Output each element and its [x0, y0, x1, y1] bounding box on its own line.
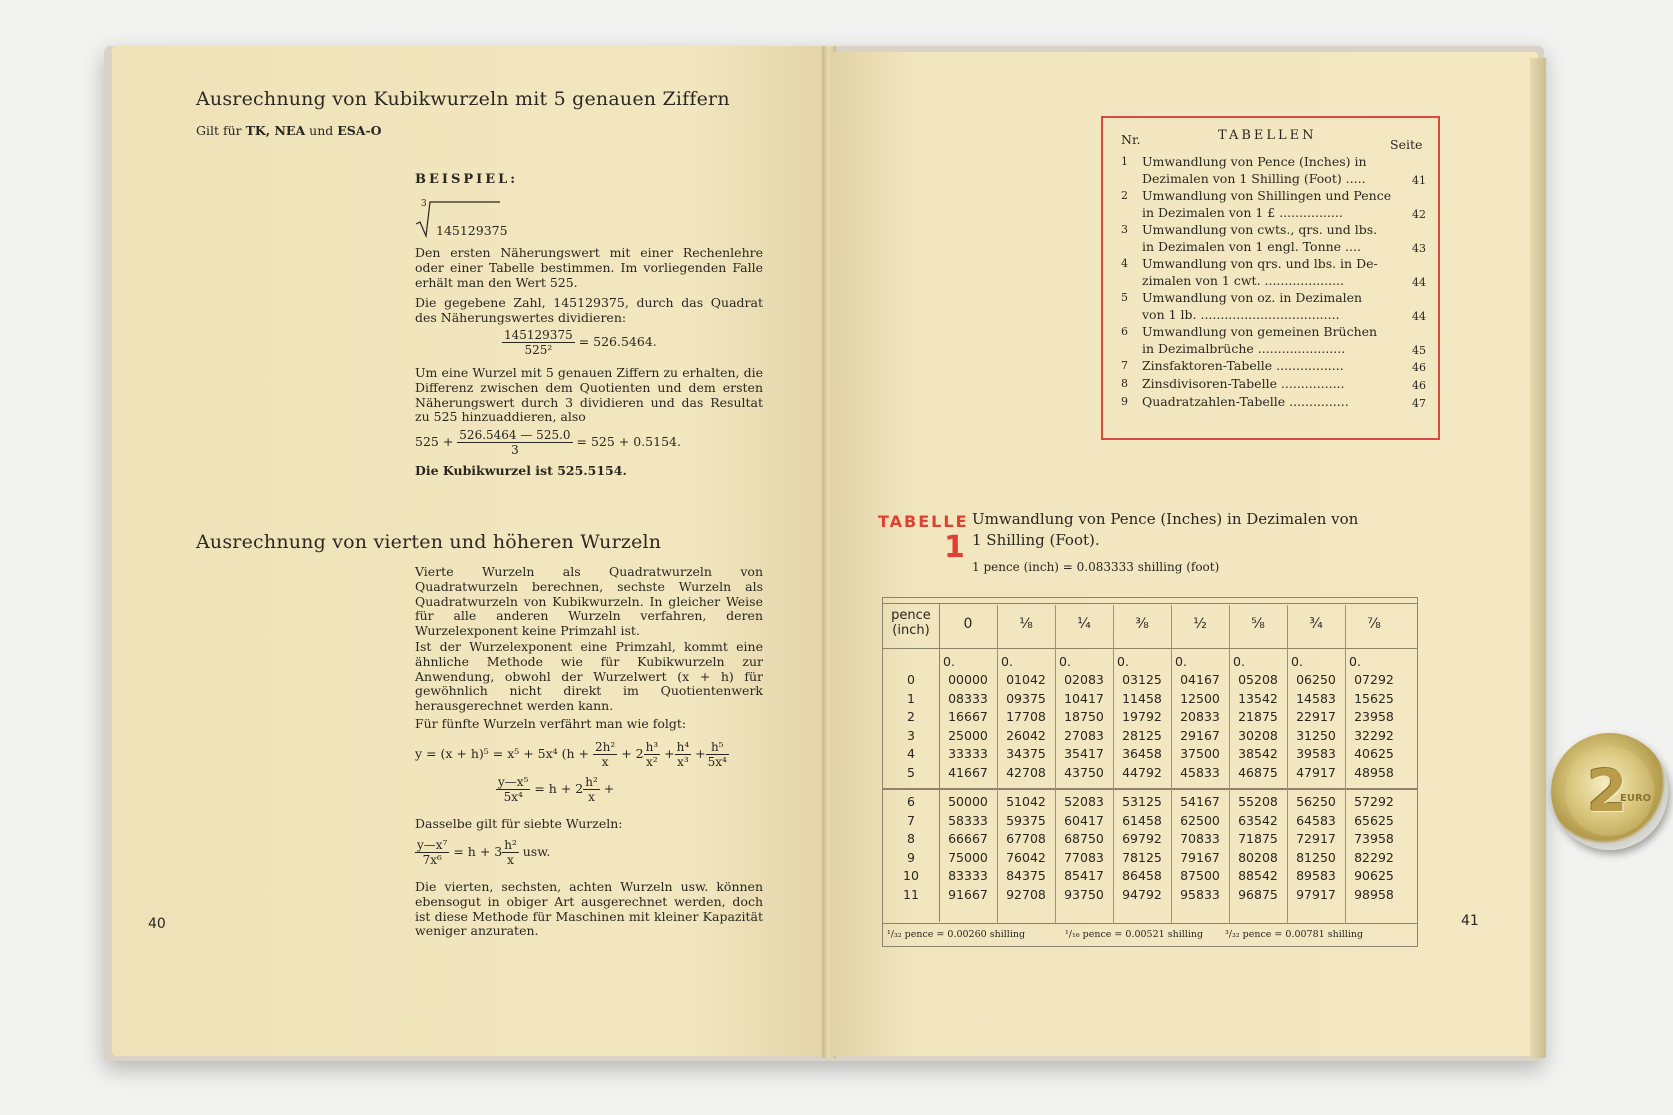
paragraph-prime-exponent: Ist der Wurzelexponent eine Primzahl, kommt eine ähnliche Methode wie für Kubikwurzeln zur Anwendung, obwohl der Wurzelwert (x + h) für gewöhnlich nicht direkt im Quotientenwerk herausgerechnet werden kann. [415, 639, 763, 714]
table-cell: 29167 [1180, 727, 1220, 743]
eq5-frac [415, 838, 449, 867]
table-cell: 81250 [1296, 849, 1336, 865]
table-cell: 69792 [1122, 831, 1162, 846]
tabelle-label: TABELLE [878, 512, 969, 531]
table-footnote: ¹/₃₂ pence = 0.00260 shilling [887, 929, 1026, 940]
table-cell: 04167 [1180, 672, 1220, 687]
table-cell: 60417 [1064, 812, 1104, 828]
toc-entry-page: 41 [1412, 174, 1426, 187]
table-cell: 96875 [1238, 886, 1278, 902]
toc-entry [1103, 153, 1438, 189]
table-cell: 79167 [1180, 849, 1220, 865]
table-cell: 94792 [1122, 886, 1162, 902]
toc-entry-page: 42 [1412, 208, 1426, 221]
eq3-plus: + [664, 746, 675, 761]
table-header-rule [883, 648, 1417, 649]
eq3-plus3: + [695, 746, 706, 761]
eq4-frac2 [583, 775, 600, 804]
tabelle-formula: 1 pence (inch) = 0.083333 shilling (foot) [972, 560, 1220, 574]
value-prefix: 0. [1291, 654, 1303, 669]
table-cell: 39583 [1296, 746, 1336, 761]
table-cell: 89583 [1296, 868, 1336, 883]
table-cell: 59375 [1006, 812, 1046, 828]
table-cell: 92708 [1006, 886, 1046, 902]
subtitle-prefix: Gilt für [196, 123, 242, 138]
column-header: ⅝ [1251, 616, 1265, 632]
row-pence: 7 [907, 812, 915, 828]
toc-entry [1103, 255, 1438, 291]
table-cell: 51042 [1006, 794, 1046, 809]
eq3-f4-den: 5x⁴ [707, 755, 727, 769]
eq2-den: 3 [511, 443, 519, 457]
eq5-den: 7x⁶ [422, 853, 442, 867]
toc-entry-line1: Umwandlung von cwts., qrs. und lbs. [1142, 222, 1378, 237]
table-cell: 83333 [948, 868, 988, 883]
row-pence: 11 [903, 886, 919, 902]
eq3-frac1 [593, 740, 617, 769]
page-number-right: 41 [1461, 913, 1479, 929]
result-line: Die Kubikwurzel ist 525.5154. [415, 463, 627, 478]
paragraph-fourth-roots: Vierte Wurzeln als Quadratwurzeln von Quadratwurzeln berechnen, sechste Wurzeln als Quadratwurzeln von Kubikwurzeln. In gleicher Weise für alle anderen Wurzeln verfahren, deren Wurzelexponent keine Primzahl ist. [415, 564, 763, 639]
table-cell: 00000 [948, 672, 988, 687]
table-cell: 28125 [1122, 727, 1162, 743]
toc-nr-label: Nr. [1121, 132, 1141, 147]
table-cell: 55208 [1238, 794, 1278, 809]
column-header: ¾ [1309, 616, 1323, 632]
table-cell: 70833 [1180, 831, 1220, 846]
table-cell: 32292 [1354, 727, 1394, 743]
toc-entry-page: 44 [1412, 276, 1426, 289]
value-prefix: 0. [1117, 654, 1129, 669]
table-cell: 02083 [1064, 672, 1104, 687]
eq2-fraction [457, 428, 572, 457]
table-cell: 12500 [1180, 690, 1220, 706]
column-header: ¼ [1077, 616, 1091, 632]
coin-denomination: 2 [1587, 757, 1628, 825]
table-cell: 22917 [1296, 709, 1336, 724]
paragraph-seventh-roots: Dasselbe gilt für siebte Wurzeln: [415, 816, 623, 831]
table-cell: 67708 [1006, 831, 1046, 846]
table-cell: 19792 [1122, 709, 1162, 724]
eq3-frac2 [644, 740, 661, 769]
eq4-f-den: x [588, 790, 595, 804]
row-pence: 8 [907, 831, 915, 846]
table-cell: 14583 [1296, 690, 1336, 706]
table-cell: 65625 [1354, 812, 1394, 828]
subtitle-model3: ESA-O [337, 123, 382, 138]
paragraph-first-approx: Den ersten Näherungswert mit einer Rechenlehre oder einer Tabelle bestimmen. Im vorliegenden Falle erhält man den Wert 525. [415, 245, 763, 290]
table-cell: 63542 [1238, 812, 1278, 828]
table-cell: 53125 [1122, 794, 1162, 809]
toc-entry-line1: Umwandlung von Shillingen und Pence [1142, 188, 1392, 203]
value-prefix: 0. [943, 654, 955, 669]
equation-5 [415, 838, 550, 867]
table-cell: 37500 [1180, 746, 1220, 761]
toc-seite-label: Seite [1390, 137, 1423, 152]
eq5-num: y—x⁷ [417, 838, 448, 852]
table-cell: 21875 [1238, 709, 1278, 724]
row-pence: 5 [907, 764, 915, 780]
table-cell: 17708 [1006, 709, 1046, 724]
row-pence: 3 [907, 727, 915, 743]
table-bottom-rule [883, 923, 1417, 924]
table-cell: 26042 [1006, 727, 1046, 743]
toc-entry-nr: 7 [1121, 359, 1128, 372]
table-cell: 07292 [1354, 672, 1394, 687]
table-cell: 88542 [1238, 868, 1278, 883]
value-prefix: 0. [1059, 654, 1071, 669]
toc-entry-line2: in Dezimalen von 1 £ ................ [1142, 205, 1343, 220]
table-of-contents [1101, 116, 1440, 440]
table-cell: 46875 [1238, 764, 1278, 780]
coin-currency: EURO [1620, 793, 1652, 804]
eq3-f1-num: 2h² [595, 740, 616, 754]
table-cell: 71875 [1238, 831, 1278, 846]
table-cell: 47917 [1296, 764, 1336, 780]
eq3-f1-den: x [601, 755, 609, 769]
table-cell: 66667 [948, 831, 988, 846]
table-cell: 35417 [1064, 746, 1104, 761]
toc-entry-line1: Umwandlung von qrs. und lbs. in De- [1142, 256, 1378, 271]
table-cell: 73958 [1354, 831, 1394, 846]
toc-entry [1103, 221, 1438, 257]
table-cell: 08333 [948, 690, 988, 706]
row-pence: 0 [907, 672, 915, 687]
eq1-result: = 526.5464. [578, 334, 657, 349]
row-header-label: pence [891, 608, 931, 623]
table-footnote: ³/₃₂ pence = 0.00781 shilling [1225, 929, 1364, 940]
eq1-fraction [502, 328, 575, 357]
table-cell: 54167 [1180, 794, 1220, 809]
table-cell: 44792 [1122, 764, 1162, 780]
tabelle-title-line2: 1 Shilling (Foot). [972, 531, 1100, 549]
value-prefix: 0. [1001, 654, 1013, 669]
table-cell: 91667 [948, 886, 988, 902]
table-cell: 11458 [1122, 690, 1162, 706]
table-cell: 68750 [1064, 831, 1104, 846]
table-cell: 77083 [1064, 849, 1104, 865]
eq3-f2-num: h³ [645, 740, 659, 754]
eq3-left: y = (x + h)⁵ = x⁵ + 5x⁴ (h + [415, 746, 590, 761]
page-edge [1530, 58, 1546, 1058]
subtitle-and: und [309, 123, 334, 138]
toc-entry-page: 47 [1412, 397, 1426, 410]
table-cell: 09375 [1006, 690, 1046, 706]
toc-entry-line2: in Dezimalbrüche ...................... [1142, 341, 1346, 356]
toc-entry-nr: 3 [1121, 223, 1128, 236]
eq3-f2-den: x² [646, 755, 658, 769]
eq1-num: 145129375 [504, 328, 573, 342]
row-pence: 2 [907, 709, 915, 724]
toc-entry-page: 45 [1412, 344, 1426, 357]
toc-entry-page: 46 [1412, 379, 1426, 392]
toc-entry-nr: 1 [1121, 155, 1128, 168]
toc-entry-nr: 5 [1121, 291, 1128, 304]
toc-entry-page: 43 [1412, 242, 1426, 255]
toc-entry-page: 46 [1412, 361, 1426, 374]
toc-entry-line1: Umwandlung von Pence (Inches) in [1142, 154, 1367, 169]
toc-entry-nr: 9 [1121, 395, 1128, 408]
eq2-left: 525 + [415, 434, 454, 449]
table-cell: 31250 [1296, 727, 1336, 743]
row-pence: 10 [903, 868, 919, 883]
subtitle-models [196, 124, 382, 139]
table-cell: 85417 [1064, 868, 1104, 883]
table-footnote: ¹/₁₆ pence = 0.00521 shilling [1065, 929, 1204, 940]
table-cell: 95833 [1180, 886, 1220, 902]
eq3-frac3 [675, 740, 692, 769]
table-cell: 40625 [1354, 746, 1394, 761]
table-cell: 93750 [1064, 886, 1104, 902]
toc-entry-nr: 6 [1121, 325, 1128, 338]
toc-entry-line1: Umwandlung von gemeinen Brüchen [1142, 324, 1378, 339]
row-pence: 4 [907, 746, 915, 761]
paragraph-divide: Die gegebene Zahl, 145129375, durch das Quadrat des Näherungswertes dividieren: [415, 295, 763, 325]
eq5-f-num: h² [504, 838, 517, 852]
table-cell: 25000 [948, 727, 988, 743]
eq4-end: + [603, 781, 615, 796]
table-cell: 52083 [1064, 794, 1104, 809]
eq3-f3-den: x³ [677, 755, 689, 769]
toc-entry [1103, 289, 1438, 325]
equation-3 [415, 740, 729, 769]
table-cell: 72917 [1296, 831, 1336, 846]
toc-entry [1103, 323, 1438, 359]
table-cell: 30208 [1238, 727, 1278, 743]
row-pence: 1 [907, 690, 915, 706]
eq3-frac4 [706, 740, 729, 769]
toc-entry-line1: Zinsfaktoren-Tabelle ................. [1142, 358, 1344, 373]
table-cell: 84375 [1006, 868, 1046, 883]
equation-2 [415, 428, 681, 457]
beispiel-label: BEISPIEL: [415, 172, 519, 187]
eq3-plus2: + 2 [621, 746, 644, 761]
table-cell: 33333 [948, 746, 988, 761]
value-prefix: 0. [1175, 654, 1187, 669]
eq4-num: y—x⁵ [498, 775, 529, 789]
table-top-rule [883, 603, 1417, 604]
table-cell: 62500 [1180, 812, 1220, 828]
eq4-den: 5x⁴ [503, 790, 523, 804]
eq1-den: 525² [524, 343, 553, 357]
table-cell: 78125 [1122, 849, 1162, 865]
column-header: ⅞ [1367, 616, 1381, 632]
table-cell: 80208 [1238, 849, 1278, 865]
table-cell: 03125 [1122, 672, 1162, 687]
eq4-f-num: h² [585, 775, 598, 789]
conversion-table [882, 597, 1418, 947]
table-group-rule [883, 788, 1417, 790]
page-number-left: 40 [148, 916, 166, 932]
eq5-end: usw. [522, 844, 551, 859]
table-cell: 38542 [1238, 746, 1278, 761]
table-cell: 05208 [1238, 672, 1278, 687]
toc-entry-line1: Quadratzahlen-Tabelle ............... [1142, 394, 1349, 409]
table-cell: 18750 [1064, 709, 1104, 724]
table-cell: 20833 [1180, 709, 1220, 724]
toc-entry [1103, 393, 1438, 429]
table-cell: 82292 [1354, 849, 1394, 865]
table-cell: 16667 [948, 709, 988, 724]
table-cell: 45833 [1180, 764, 1220, 780]
value-prefix: 0. [1349, 654, 1361, 669]
toc-entry-page: 44 [1412, 310, 1426, 323]
eq5-frac2 [502, 838, 519, 867]
equation-4 [496, 775, 614, 804]
section-title-higher-roots: Ausrechnung von vierten und höheren Wurzeln [196, 531, 662, 553]
column-header: 0 [963, 616, 973, 632]
toc-entry-nr: 8 [1121, 377, 1128, 390]
table-cell: 57292 [1354, 794, 1394, 809]
table-cell: 75000 [948, 849, 988, 865]
table-cell: 50000 [948, 794, 988, 809]
eq2-num: 526.5464 — 525.0 [459, 428, 571, 442]
table-cell: 27083 [1064, 727, 1104, 743]
table-cell: 43750 [1064, 764, 1104, 780]
coin-center [1565, 747, 1654, 836]
toc-entry-line2: von 1 lb. ................................... [1142, 307, 1340, 322]
table-cell: 61458 [1122, 812, 1162, 828]
table-cell: 56250 [1296, 794, 1336, 809]
table-cell: 15625 [1354, 690, 1394, 706]
section-title-cube-roots: Ausrechnung von Kubikwurzeln mit 5 genauen Ziffern [196, 88, 730, 110]
table-cell: 58333 [948, 812, 988, 828]
toc-entry-nr: 2 [1121, 189, 1128, 202]
table-cell: 41667 [948, 764, 988, 780]
table-cell: 13542 [1238, 690, 1278, 706]
eq2-result: = 525 + 0.5154. [576, 434, 681, 449]
paragraph-fifth-roots: Für fünfte Wurzeln verfährt man wie folgt: [415, 716, 687, 731]
table-cell: 48958 [1354, 764, 1394, 780]
toc-entry-line1: Umwandlung von oz. in Dezimalen [1142, 290, 1363, 305]
toc-entry-line2: Dezimalen von 1 Shilling (Foot) ..... [1142, 171, 1366, 186]
root-radicand: 145129375 [436, 223, 508, 238]
toc-entry [1103, 187, 1438, 223]
root-index: 3 [421, 199, 427, 209]
paragraph-conclusion: Die vierten, sechsten, achten Wurzeln usw. können ebensogut in obiger Art ausgerechnet werden, doch ist diese Methode für Maschinen mit kleiner Kapazität weniger anzuraten. [415, 879, 763, 939]
column-header: ⅛ [1019, 616, 1033, 632]
table-cell: 97917 [1296, 886, 1336, 902]
table-cell: 36458 [1122, 746, 1162, 761]
table-cell: 98958 [1354, 886, 1394, 902]
eq5-mid: = h + 3 [453, 844, 503, 859]
eq4-frac [496, 775, 530, 804]
toc-entry-line2: in Dezimalen von 1 engl. Tonne .... [1142, 239, 1361, 254]
row-pence: 6 [907, 794, 915, 809]
table-cell: 34375 [1006, 746, 1046, 761]
euro-coin [1551, 733, 1668, 850]
table-cell: 01042 [1006, 672, 1046, 687]
column-header: ½ [1193, 616, 1207, 632]
eq5-f-den: x [507, 853, 514, 867]
eq4-mid: = h + 2 [534, 781, 584, 796]
eq3-f3-num: h⁴ [676, 740, 690, 754]
tabelle-number: 1 [944, 530, 965, 565]
tabelle-title-line1: Umwandlung von Pence (Inches) in Dezimalen von [972, 510, 1359, 528]
paragraph-precision: Um eine Wurzel mit 5 genauen Ziffern zu erhalten, die Differenz zwischen dem Quotienten und dem ersten Näherungswert durch 3 dividieren und das Resultat zu 525 hinzuaddieren, also [415, 365, 763, 425]
equation-1 [502, 328, 657, 357]
row-header-unit: (inch) [892, 623, 930, 638]
toc-title: TABELLEN [1218, 128, 1317, 143]
toc-entry-nr: 4 [1121, 257, 1128, 270]
table-cell: 87500 [1180, 868, 1220, 883]
subtitle-models-bold: TK, NEA [245, 123, 306, 138]
table-cell: 10417 [1064, 690, 1104, 706]
eq3-f4-num: h⁵ [706, 740, 729, 755]
toc-entry-line2: zimalen von 1 cwt. .................... [1142, 273, 1344, 288]
table-cell: 76042 [1006, 849, 1046, 865]
table-cell: 86458 [1122, 868, 1162, 883]
row-pence: 9 [907, 849, 915, 865]
column-header: ⅜ [1135, 616, 1149, 632]
table-cell: 42708 [1006, 764, 1046, 780]
toc-entry-line1: Zinsdivisoren-Tabelle ................ [1142, 376, 1345, 391]
table-cell: 90625 [1354, 868, 1394, 883]
table-cell: 23958 [1354, 709, 1394, 724]
value-prefix: 0. [1233, 654, 1245, 669]
table-cell: 64583 [1296, 812, 1336, 828]
table-cell: 06250 [1296, 672, 1336, 687]
